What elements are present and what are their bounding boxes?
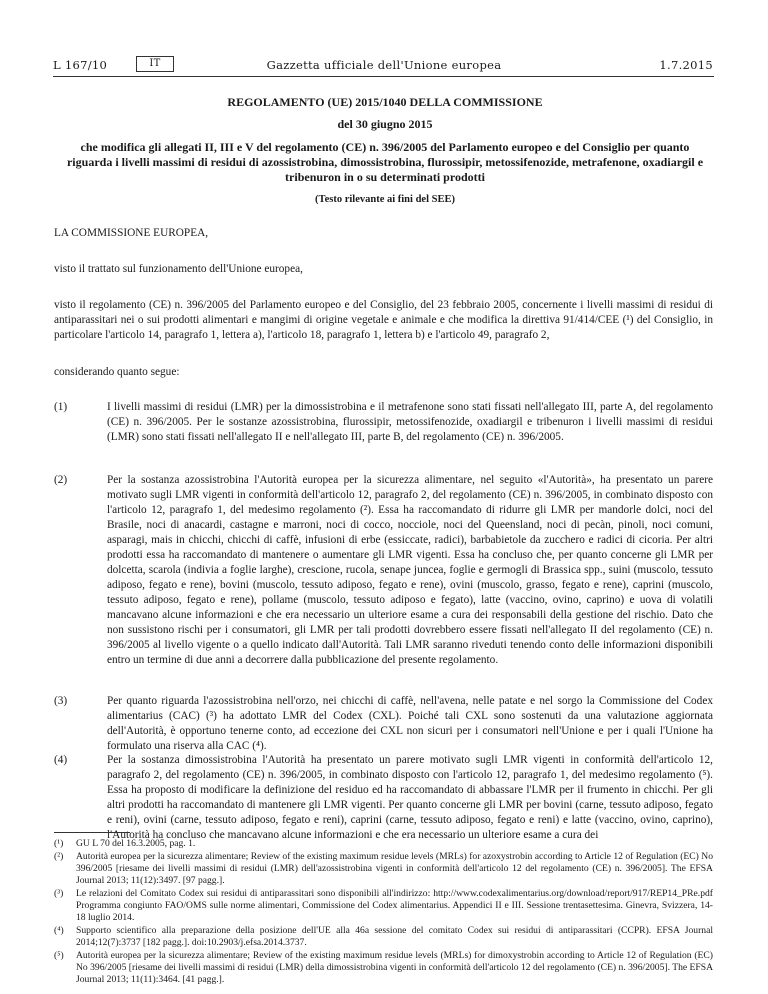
whereas-line: considerando quanto segue: [54, 366, 180, 378]
commission-line: LA COMMISSIONE EUROPEA, [54, 227, 209, 239]
footnote [54, 950, 713, 986]
recital-text: Per la sostanza dimossistrobina l'Autorità ha presentato un parere motivato sugli LMR vigenti in conformità dell'articolo 12, paragrafo 2, del regolamento (CE) n. 396/2005, in combinato disposto con l'articolo 12, paragrafo 1, del medesimo regolamento (⁵). Essa ha proposto di modificare la definizione del residuo ed ha raccomandato di abbassare l'LMR per il frumento in chicchi. Per gli altri prodotti ha raccomandato di mantenere gli LMR vigenti. Per quanto concerne gli LMR per bovini (carne, tessuto adiposo, fegato e reni), ovini (carne, tessuto adiposo, fegato e reni), caprini (carne, tessuto adiposo, fegato e reni) e latte (vaccino, ovino, caprino), l'Autorità ha concluso che mancavano alcune informazioni e che era necessario un ulteriore esame a cura dei [107, 754, 713, 841]
regulation-subject: che modifica gli allegati II, III e V del regolamento (CE) n. 396/2005 del Parlamento europeo e del Consiglio per quanto riguarda i livelli massimi di residui di azossistrobina, dimossistrobina, flurossipir, metossifenozide, metrafenone, oxadiargil e tribenuron in o su determinati prodotti [66, 140, 704, 184]
recital-number: (4) [54, 754, 68, 766]
footnote [54, 925, 713, 949]
regulation-date: del 30 giugno 2015 [337, 117, 433, 131]
recital-number: (1) [54, 401, 68, 413]
eea-relevance: (Testo rilevante ai fini del SEE) [315, 194, 455, 205]
footnote-number: (¹) [54, 838, 64, 849]
page-reference: L 167/10 [53, 58, 108, 72]
footnote [54, 838, 713, 850]
regulation-title: REGOLAMENTO (UE) 2015/1040 DELLA COMMISSIONE [227, 95, 543, 109]
footnote-text: GU L 70 del 16.3.2005, pag. 1. [76, 838, 196, 849]
recital-text: Per quanto riguarda l'azossistrobina nell'orzo, nei chicchi di caffè, nell'avena, nelle patate e nel sorgo la Commissione del Codex alimentarius (CAC) (³) ha adottato LMR del Codex (CXL). Poiché tali CXL sono sostenuti da una valutazione aggiornata dell'Autorità, è opportuno tenerne conto, ad eccezione dei CXL non sicuri per i consumatori nell'Unione e per i quali l'Unione ha formulato una riserva alla CAC (⁴). [107, 695, 713, 752]
regulation-reference [54, 298, 713, 343]
recital-number: (2) [54, 474, 68, 486]
treaty-line: visto il trattato sul funzionamento dell'Unione europea, [54, 263, 303, 275]
publication-date: 1.7.2015 [659, 58, 713, 72]
footnote-text: Autorità europea per la sicurezza alimentare; Review of the existing maximum residue levels (MRLs) for dimoxystrobin according to Article 12 of Regulation (EC) No 396/2005 [riesame dei livelli massimi di residui (LMR) della dimossistrobina vigenti in conformità dell'articolo 12 del regolamento (CE) n. 396/2005]. The EFSA Journal 2013; 11(11):3464. [41 pagg.]. [76, 950, 713, 985]
recital-number: (3) [54, 695, 68, 707]
journal-title: Gazzetta ufficiale dell'Unione europea [266, 58, 502, 72]
footnote-text: Autorità europea per la sicurezza alimentare; Review of the existing maximum residue levels (MRLs) for azoxystrobin according to Article 12 of Regulation (EC) No 396/2005 [riesame dei livelli massimi di residui (LMR) dell'azossistrobina vigenti in conformità dell'articolo 12 del regolamento (CE) n. 396/2005]. The EFSA Journal 2013; 11(12):3497. [97 pagg.]. [76, 851, 713, 886]
footnote [54, 888, 713, 924]
footnote-text: Le relazioni del Comitato Codex sui residui di antiparassitari sono disponibili all'indirizzo: http://www.codexalimentarius.org/download/report/917/REP14_PRe.pdf Programma congiunto FAO/OMS sulle norme alimentari, Commissione del Codex alimentarius. Appendici II e III. Sessione trentasettesima. Ginevra, Svizzera, 14-18 luglio 2014. [76, 888, 713, 923]
footnote-number: (⁵) [54, 950, 64, 961]
language-badge: IT [136, 56, 174, 72]
footnote-number: (²) [54, 851, 64, 862]
recital-text: I livelli massimi di residui (LMR) per la dimossistrobina e il metrafenone sono stati fissati nell'allegato III, parte A, del regolamento (CE) n. 396/2005. Per le sostanze azossistrobina, flurossipir, metossifenozide, oxadiargil e tribenuron i livelli massimi di residui (LMR) sono stati fissati nell'allegato II e nell'allegato III, parte B, del regolamento (CE) n. 396/2005. [107, 401, 713, 443]
footnote [54, 851, 713, 887]
footnote-number: (⁴) [54, 925, 64, 936]
footnote-divider [54, 832, 130, 833]
footnote-number: (³) [54, 888, 64, 899]
recital-text: Per la sostanza azossistrobina l'Autorità europea per la sicurezza alimentare, nel seguito «l'Autorità», ha presentato un parere motivato sugli LMR vigenti in conformità dell'articolo 12, paragrafo 2, del regolamento (CE) n. 396/2005, in combinato disposto con l'articolo 12, paragrafo 1, del medesimo regolamento (²). Essa ha raccomandato di ridurre gli LMR per mandorle dolci, noci del Brasile, noci di anacardi, castagne e marroni, noci di cocco, nocciole, noci del Queensland, noci di pecàn, pinoli, noci comuni, asparagi, mais in chicchi, chicchi di caffè, infusioni di erbe (essiccate, radici), barbabietole da zucchero e radici di cicoria. Per altri prodotti essa ha raccomandato di mantenere o aumentare gli LMR vigenti. Essa ha concluso che, per quanto concerne gli LMR per dolcetta, scarola (indivia a foglie larghe), crescione, rucola, senape juncea, foglie e germogli di Brassica spp., suini (muscolo, tessuto adiposo, fegato e rene), bovini (muscolo, tessuto adiposo, fegato e rene), ovini (muscolo, grasso, fegato e rene), caprini (muscolo, tessuto adiposo, fegato e rene), pollame (muscolo, tessuto adiposo e fegato), latte (vaccino, ovino, caprino) e uova di volatili mancavano alcune informazioni e che era necessario un ulteriore esame a cura dei responsabili della gestione del rischio. Dato che non sussistono rischi per i consumatori, gli LMR per tali prodotti dovrebbero essere fissati nell'allegato II del regolamento (CE) n. 396/2005 al livello vigente o a quello indicato dall'Autorità. Tali LMR saranno riveduti tenendo conto delle informazioni disponibili entro un termine di due anni a decorrere dalla pubblicazione del presente regolamento. [107, 474, 713, 666]
header-divider [53, 76, 714, 77]
footnote-text: Supporto scientifico alla preparazione della posizione dell'UE alla 46a sessione del comitato Codex sui residui di antiparassitari (CCPR). EFSA Journal 2014;12(7):3737 [182 pagg.]. doi:10.2903/j.efsa.2014.3737. [76, 925, 713, 948]
regulation-reference-text: visto il regolamento (CE) n. 396/2005 del Parlamento europeo e del Consiglio, del 23 febbraio 2005, concernente i livelli massimi di residui di antiparassitari nei o sui prodotti alimentari e mangimi di origine vegetale e animale e che modifica la direttiva 91/414/CEE (¹) del Consiglio, in particolare l'articolo 14, paragrafo 1, lettera a), l'articolo 18, paragrafo 1, lettera b) e l'articolo 49, paragrafo 2, [54, 299, 713, 341]
